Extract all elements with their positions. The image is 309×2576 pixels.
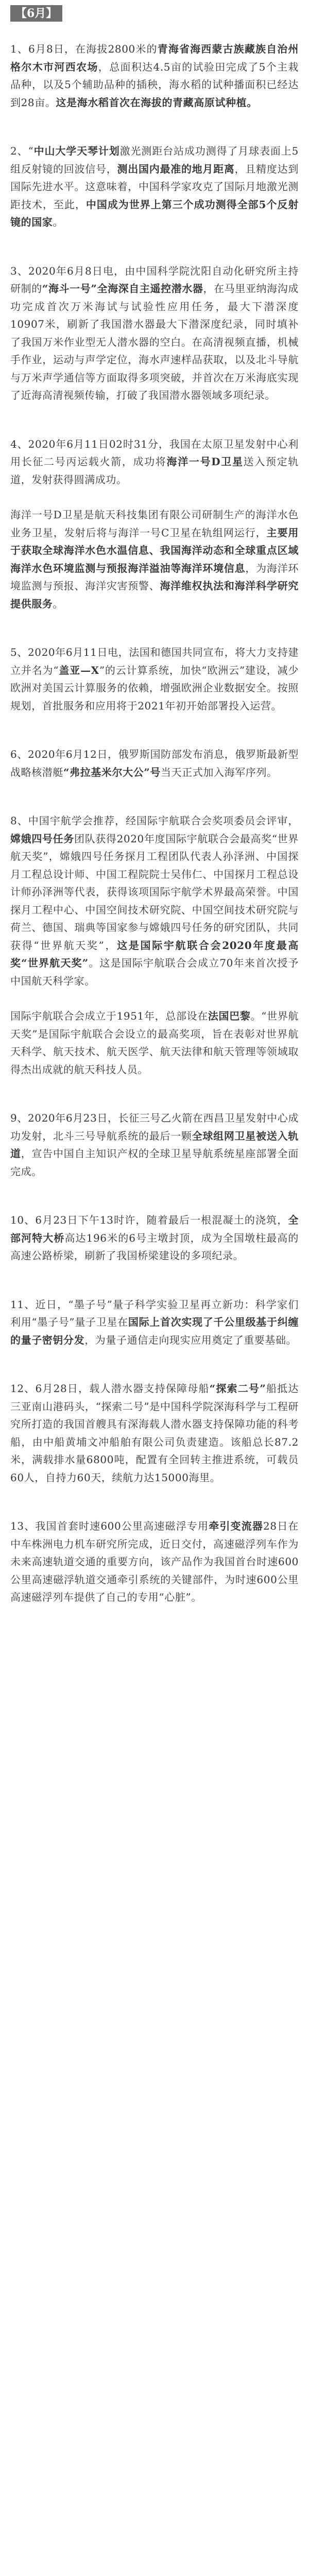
body-text: 送入预定轨道，发射获得圆满成功。 (10, 455, 299, 486)
highlight-text: 中国成为世界上第三个成功测得全部5个反射镜的国家 (10, 198, 299, 228)
highlight-text: 这是国际宇航联合会2020年度最高奖“世界航天奖” (10, 939, 299, 969)
news-item (10, 1211, 299, 1265)
body-text: 。“世界航天奖”是国际宇航联合会设立的最高奖项，旨在表彰对世界航天科学、航天技术、航天医学、航天法律和航天管理等领域取得杰出成就的航天科技人员。 (10, 1010, 299, 1076)
body-text: 10、6月23日下午13时许，随着最后一根混凝土的浇筑， (10, 1214, 288, 1226)
body-text: 6、2020年6月12日，俄罗斯国防部发布消息，俄罗斯最新型战略核潜艇 (10, 748, 299, 778)
highlight-text: 这是海水稻首次在海拔的青藏高原试种植。 (56, 96, 258, 109)
body-text: 12、6月28日，载人潜水器支持保障母船 (10, 1382, 210, 1395)
highlight-text: 海洋一号D卫星 (166, 455, 244, 468)
body-text: 。这是国际宇航联合会成立70年来首次授予中国航天科学家。 (10, 957, 299, 987)
news-list (10, 40, 299, 1637)
highlight-text: 牵引变流器 (209, 1520, 264, 1532)
body-text: 船抵达三亚南山港码头，“探索二号”是中国科学院深海科学与工程研究所打造的我国首艘具有深海载人潜水器支持保障功能的科考船，由中船黄埔文冲船舶有限公司负责建造。该船总长87.2米，满载排水量6800吨，配置有全回转主推进系统，可载员60人，自持力60天，续航力达15000海里。 (10, 1382, 299, 1484)
body-text: 高达196米的6号主墩封顶，成为全国墩柱最高的高速公路桥梁，刷新了我国桥梁建设的多项纪录。 (10, 1231, 299, 1262)
body-text: 13、我国首套时速600公里高速磁浮专用 (10, 1520, 209, 1532)
body-text: 8、中国宇航学会推荐，经国际宇航联合会奖项委员会评审， (10, 815, 299, 827)
highlight-text: 青海省海西蒙古族藏族自治州格尔木市河西农场 (10, 43, 299, 73)
news-item (10, 1109, 299, 1180)
highlight-text: 国际上首次实现了千公里级基于纠缠的量子密钥分发 (10, 1316, 299, 1346)
body-text: ，在马里亚纳海沟成功完成首次万米海试与试验性应用任务，最大下潜深度10907米，刷新了我国潜水器最大下潜深度纪录，同时填补了我国万米作业型无人潜水器的空白。在高清视频直播，机械手作业，运动与声学定位，海水声速样品获取，以及北斗导航与万米声学通信等方面取得多项突破，并首次在万米海底实现了近海高清视频传输，打破了我国潜水器领域多项纪录。 (10, 282, 299, 401)
body-text: 国际宇航联合会成立于1951年，总部设在 (10, 1010, 208, 1022)
news-item (10, 435, 299, 613)
body-text: 11、近日，“墨子号”量子科学实验卫星再立新功：科学家们利用“墨子号”量子卫星在 (10, 1298, 299, 1328)
news-item (10, 812, 299, 1078)
body-text: ，总面积达4.5亩的试验田完成了5个主栽品种，以及5个辅助品种的插秧，海水稻的试种播面积已经达到28亩。 (10, 60, 299, 109)
highlight-text: “探索二号” (209, 1382, 266, 1395)
body-text: 5、2020年6月11日电，法国和德国共同宣布，将大力支持建立并名为“ (10, 646, 299, 676)
highlight-text: 海洋维权执法和海洋科学研究提供服务 (10, 580, 299, 610)
body-text: 。 (53, 597, 64, 610)
highlight-text: “弗拉基米尔大公”号 (63, 766, 161, 778)
body-text: ，宣告中国自主知识产权的全球卫星导航系统星座部署全面完成。 (10, 1147, 299, 1178)
highlight-text: “海斗一号”全海深自主遥控潜水器 (42, 282, 203, 295)
highlight-text: 主要用于获取全球海洋水色水温信息、我国海洋动态和全球重点区域海洋水色环境监测与预报海洋溢油等海洋环境信息 (10, 526, 299, 574)
body-text: ”的云计算系统，加快“欧洲云”建设，减少欧洲对美国云计算服务的依赖，增强欧洲企业数据安全。按照规划，首批服务和应用将于2021年初开始部署投入运营。 (10, 664, 299, 712)
body-text: 28日在中车株洲电力机车研究所完成，近日交付，高速磁浮列车作为未来高速轨道交通的重要方向，该产品作为我国首台时速600公里高速磁浮轨道交通牵引系统的关键部件，为时速600公里高速磁浮列车提供了自己的专用“心脏”。 (10, 1520, 299, 1603)
highlight-text: 盖亚—X (59, 664, 99, 676)
body-text: 4、2020年6月11日02时31分，我国在太原卫星发射中心利用长征二号丙运载火箭，成功将 (10, 437, 299, 468)
body-text: ，且精度达到国际先进水平。这意味着，中国科学家攻克了国际月地激光测距技术，至此， (10, 162, 299, 211)
news-item (10, 1380, 299, 1486)
news-item (10, 745, 299, 781)
paragraph-break (10, 488, 299, 506)
body-text: 海洋一号D卫星是航天科技集团有限公司研制生产的海洋水色业务卫星，发射后将与海洋一号C卫星在轨组网运行， (10, 509, 299, 539)
news-item (10, 40, 299, 111)
body-text: 。 (53, 216, 64, 228)
body-text: ，为海洋环境监测与预报、海洋灾害预警、 (10, 562, 299, 592)
highlight-text: 法国巴黎 (208, 1010, 251, 1022)
body-text: 2、“ (10, 145, 34, 157)
highlight-text: 全球组网卫星被送入轨道 (10, 1129, 299, 1160)
body-text: ，为量子通信走向现实应用奠定了重要基础。 (84, 1333, 297, 1346)
highlight-text: 嫦娥四号任务 (10, 832, 74, 845)
month-tag: 【6月】 (10, 5, 62, 22)
paragraph-break (10, 990, 299, 1007)
news-item (10, 643, 299, 715)
news-item (10, 1517, 299, 1606)
highlight-text: 测出国内最准的地月距离 (117, 162, 235, 175)
body-text: 9、2020年6月23日，长征三号乙火箭在西昌卫星发射中心成功发射，北斗三号导航系统的最后一颗 (10, 1112, 299, 1142)
news-item (10, 262, 299, 404)
body-text: 1、6月8日，在海拔2800米的 (10, 43, 158, 55)
news-item (10, 1296, 299, 1349)
highlight-text: 全部河特大桥 (10, 1214, 299, 1244)
body-text: 团队获得2020年度国际宇航联合会最高奖“世界航天奖”，嫦娥四号任务探月工程团队代表人孙泽洲、中国探月工程总设计师、中国工程院院士吴伟仁、中国探月工程总设计师孙泽洲等代表，获得该项国际宇航学术界最高荣誉。中国探月工程中心、中国空间技术研究院、中国空间技术研究院与荷兰、德国、瑞典等国家参与嫦娥四号任务的研究团队，共同获得“世界航天奖”， (10, 832, 299, 952)
news-item (10, 142, 299, 231)
body-text: 3、2020年6月8日电，由中国科学院沈阳自动化研究所主持研制的 (10, 264, 299, 295)
body-text: 当天正式加入海军序列。 (161, 766, 278, 778)
body-text: 激光测距台站成功测得了月球表面上5组反射镜的回波信号， (10, 145, 299, 175)
highlight-text: 中山大学天琴计划 (33, 145, 120, 157)
